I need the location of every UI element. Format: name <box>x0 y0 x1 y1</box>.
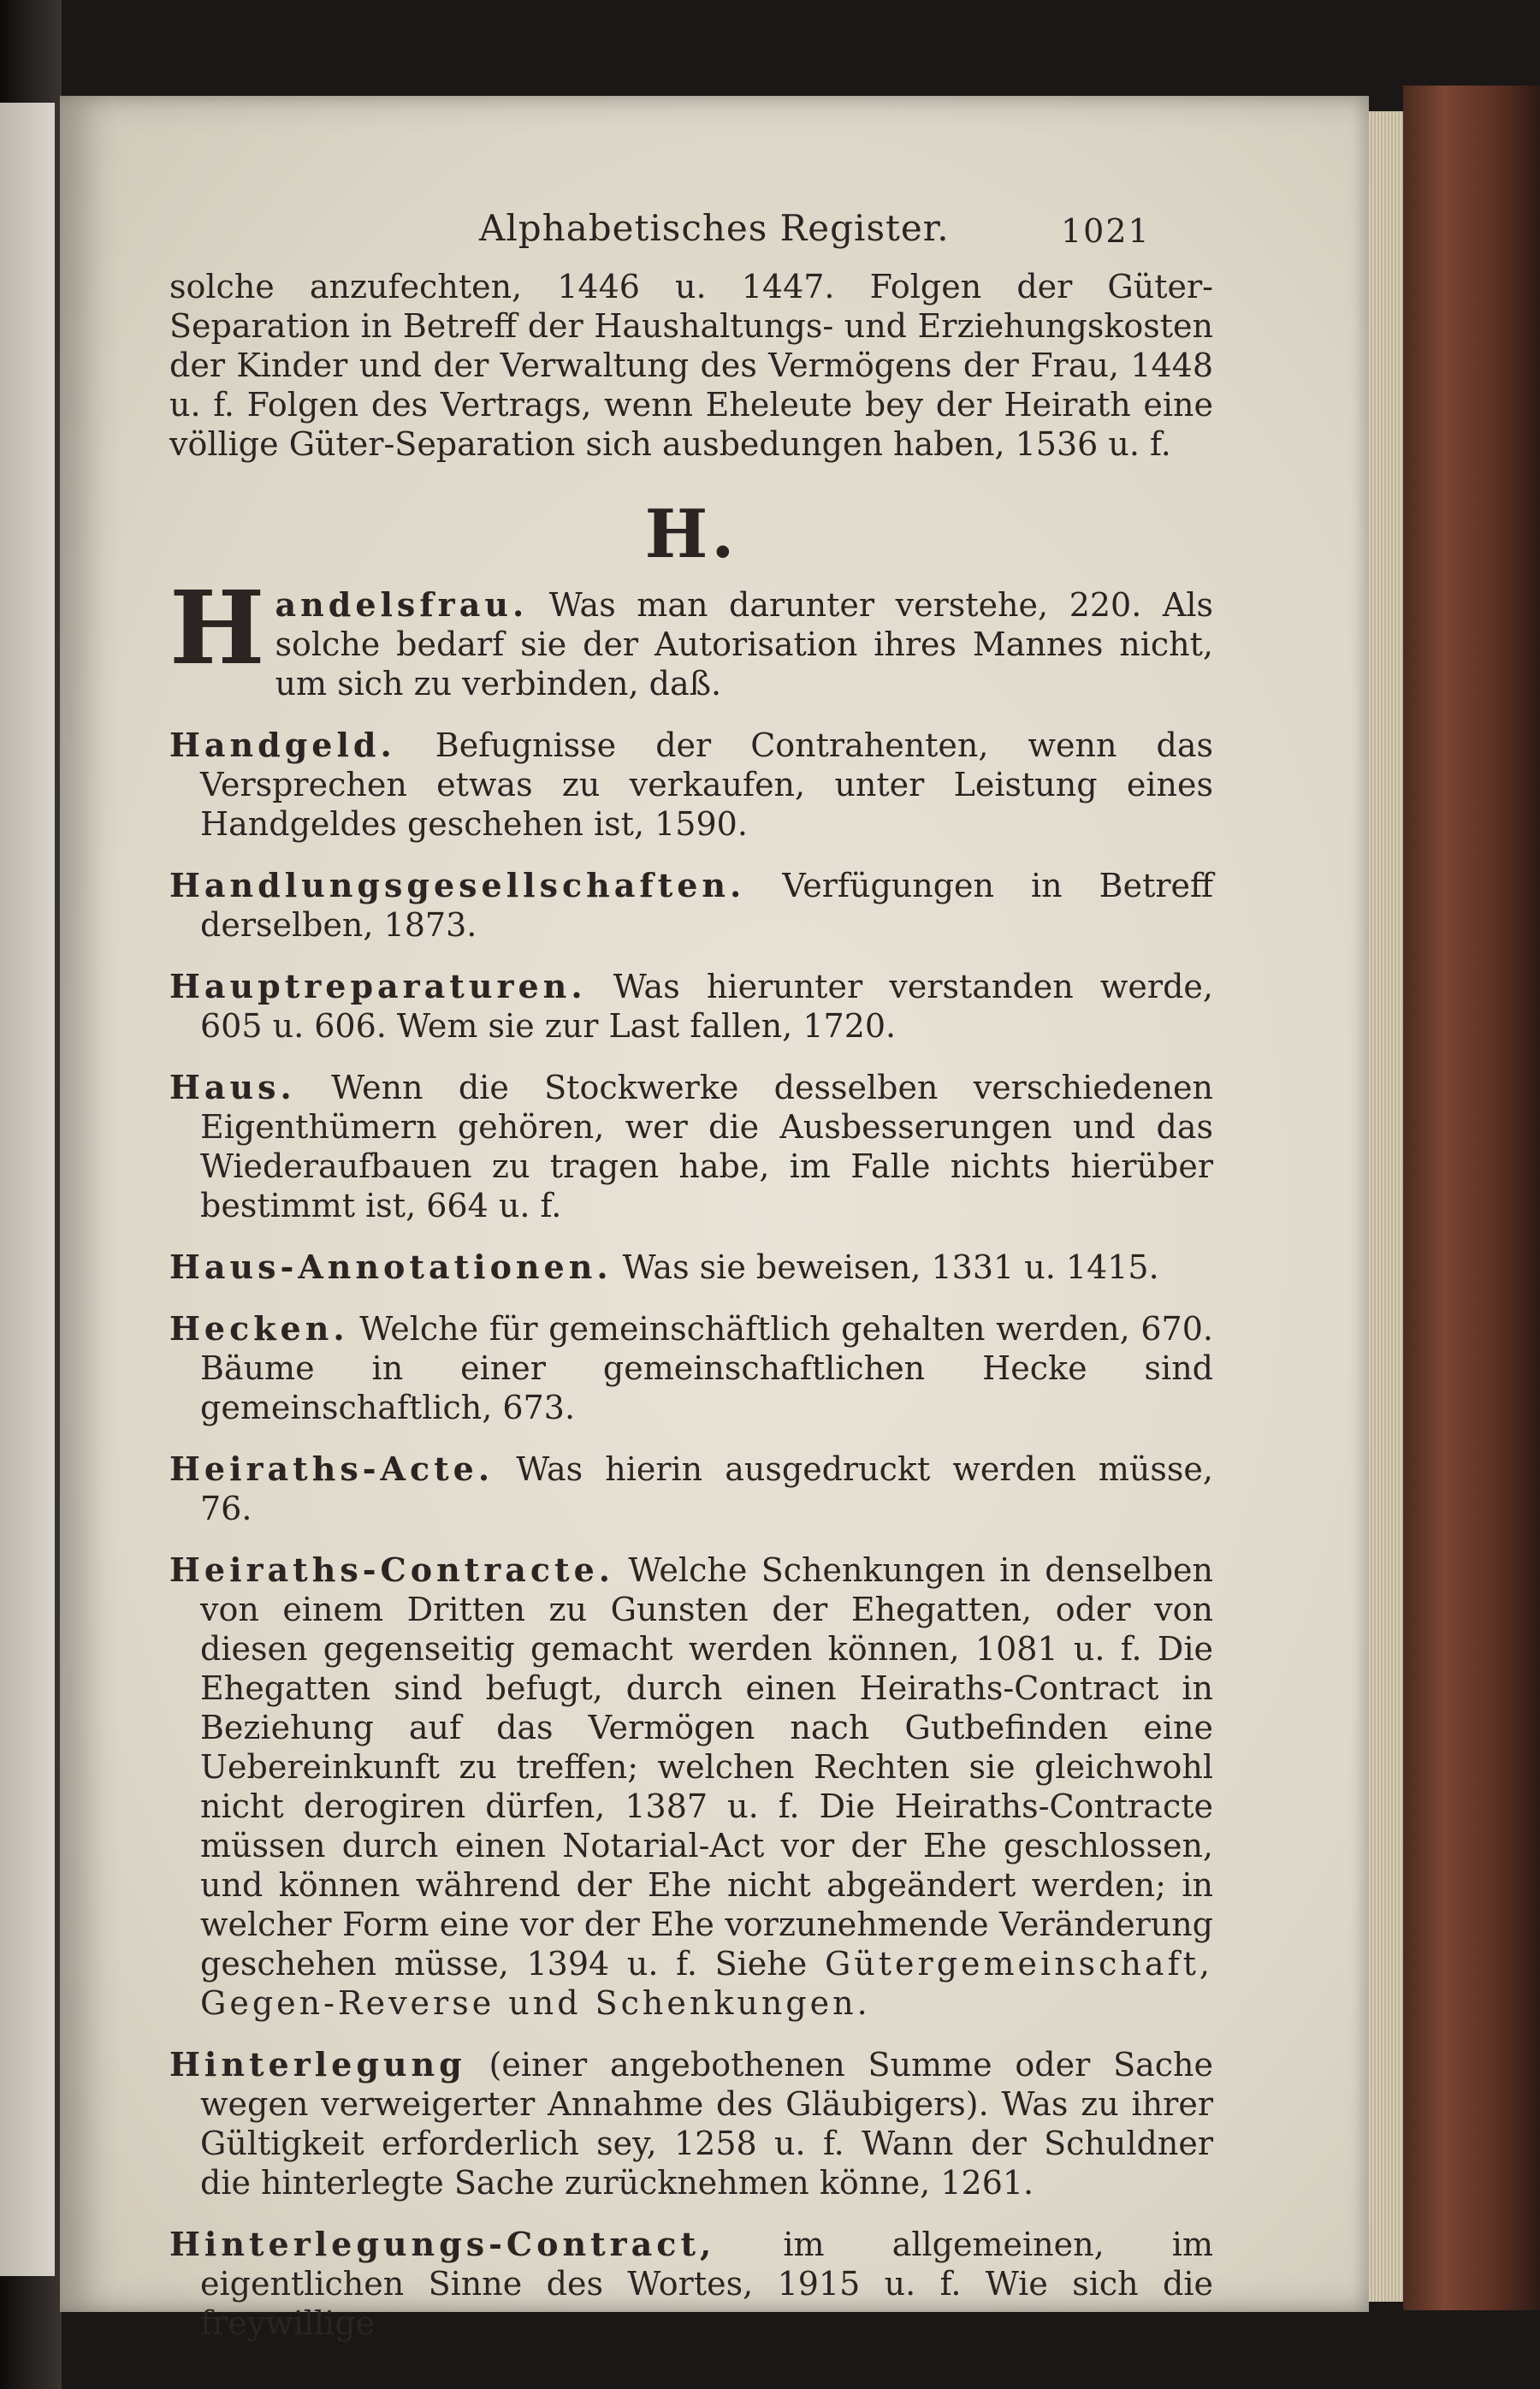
register-entry <box>169 2225 1213 2343</box>
page-number: 1021 <box>1061 212 1151 250</box>
entry-headword: Heiraths-Acte. <box>169 1449 495 1488</box>
register-entry <box>169 1248 1213 1287</box>
previous-page-edge <box>0 103 55 2276</box>
register-entry <box>169 1550 1213 2023</box>
register-entry <box>169 967 1213 1046</box>
entry-text: (einer angebothenen Summe oder Sache wegen verweigerter Annahme des Gläubigers). Was zu ihrer Gültigkeit erforderlich sey, 1258 u. f. Wann der Schuldner die hinterlegte Sache zurücknehmen könne, 1261. <box>200 2046 1213 2202</box>
entry-headword: Hecken. <box>169 1309 349 1348</box>
register-entry <box>169 568 1213 703</box>
entry-text: Welche für gemeinschäftlich gehalten werden, 670. Bäume in einer gemeinschaftlichen Hecke sind gemeinschaftlich, 673. <box>200 1310 1213 1426</box>
running-title: Alphabetisches Register. <box>479 207 950 249</box>
entry-headword: Hinterlegungs-Contract, <box>169 2225 716 2263</box>
entry-headword: Hinterlegung <box>169 2045 466 2084</box>
running-header <box>60 207 1369 250</box>
entry-headword: Handlungsgesellschaften. <box>169 866 746 904</box>
book-page <box>60 96 1369 2342</box>
entry-text: Welche Schenkungen in denselben von einem Dritten zu Gunsten der Ehegatten, oder von diesen gegenseitig gemacht werden können, 1081 u. f. Die Ehegatten sind befugt, durch einen Heiraths-Contract in Beziehung auf das Vermögen nach Gutbefinden eine Uebereinkunft zu treffen; welchen Rechten sie gleichwohl nicht derogiren dürfen, 1387 u. f. Die Heiraths-Contracte müssen durch einen Notarial-Act vor der Ehe geschlossen, und können während der Ehe nicht abgeändert werden; in welcher Form eine vor der Ehe vorzunehmende Veränderung geschehen müsse, 1394 u. f. Siehe <box>200 1551 1213 1983</box>
register-entry <box>169 1309 1213 1427</box>
entry-headword: Heiraths-Contracte. <box>169 1550 615 1589</box>
entry-text: Was hierin ausgedruckt werden müsse, 76. <box>200 1450 1213 1527</box>
book-cover-edge <box>1403 86 1540 2310</box>
entry-headword: Hauptreparaturen. <box>169 967 587 1005</box>
entry-text: im allgemeinen, im eigentlichen Sinne des Wortes, 1915 u. f. Wie sich die freywillige <box>200 2226 1213 2342</box>
register-text <box>169 267 1213 2365</box>
register-entry <box>169 866 1213 945</box>
entry-headword: Handgeld. <box>169 726 396 764</box>
entry-text: Was hierunter verstanden werde, 605 u. 606. Wem sie zur Last fallen, 1720. <box>200 968 1213 1045</box>
cross-references: Gütergemeinschaft, Gegen-Reverse und Schenkungen. <box>200 1945 1213 2022</box>
entry-text: Was man darunter verstehe, 220. Als solche bedarf sie der Autorisation ihres Mannes nicht, um sich zu verbinden, daß. <box>275 586 1213 702</box>
section-letter: H. <box>644 495 738 573</box>
register-entry <box>169 2045 1213 2202</box>
entry-headword: Haus-Annotationen. <box>169 1248 613 1286</box>
drop-cap-initial: H <box>169 568 265 687</box>
entry-headword: Haus. <box>169 1068 296 1106</box>
entry-text: Befugnisse der Contrahenten, wenn das Versprechen etwas zu verkaufen, unter Leistung eines Handgeldes geschehen ist, 1590. <box>200 726 1213 843</box>
entry-headword: andelsfrau. <box>275 585 529 624</box>
continuation-paragraph: solche anzufechten, 1446 u. 1447. Folgen der Güter-Separation in Betreff der Haushaltungs- und Erziehungskosten der Kinder und der Verwaltung des Vermögens der Frau, 1448 u. f. Folgen des Vertrags, wenn Eheleute bey der Heirath eine völlige Güter-Separation sich ausbedungen haben, 1536 u. f. <box>169 268 1213 463</box>
entry-text: Verfügungen in Betreff derselben, 1873. <box>200 867 1213 944</box>
register-entry <box>169 726 1213 844</box>
register-entry <box>169 1449 1213 1528</box>
entry-text: Wenn die Stockwerke desselben verschiedenen Eigenthümern gehören, wer die Ausbesserungen und das Wiederaufbauen zu tragen habe, im Falle nichts hierüber bestimmt ist, 664 u. f. <box>200 1069 1213 1224</box>
entry-text: Was sie beweisen, 1331 u. 1415. <box>622 1248 1159 1286</box>
register-entry <box>169 1068 1213 1225</box>
